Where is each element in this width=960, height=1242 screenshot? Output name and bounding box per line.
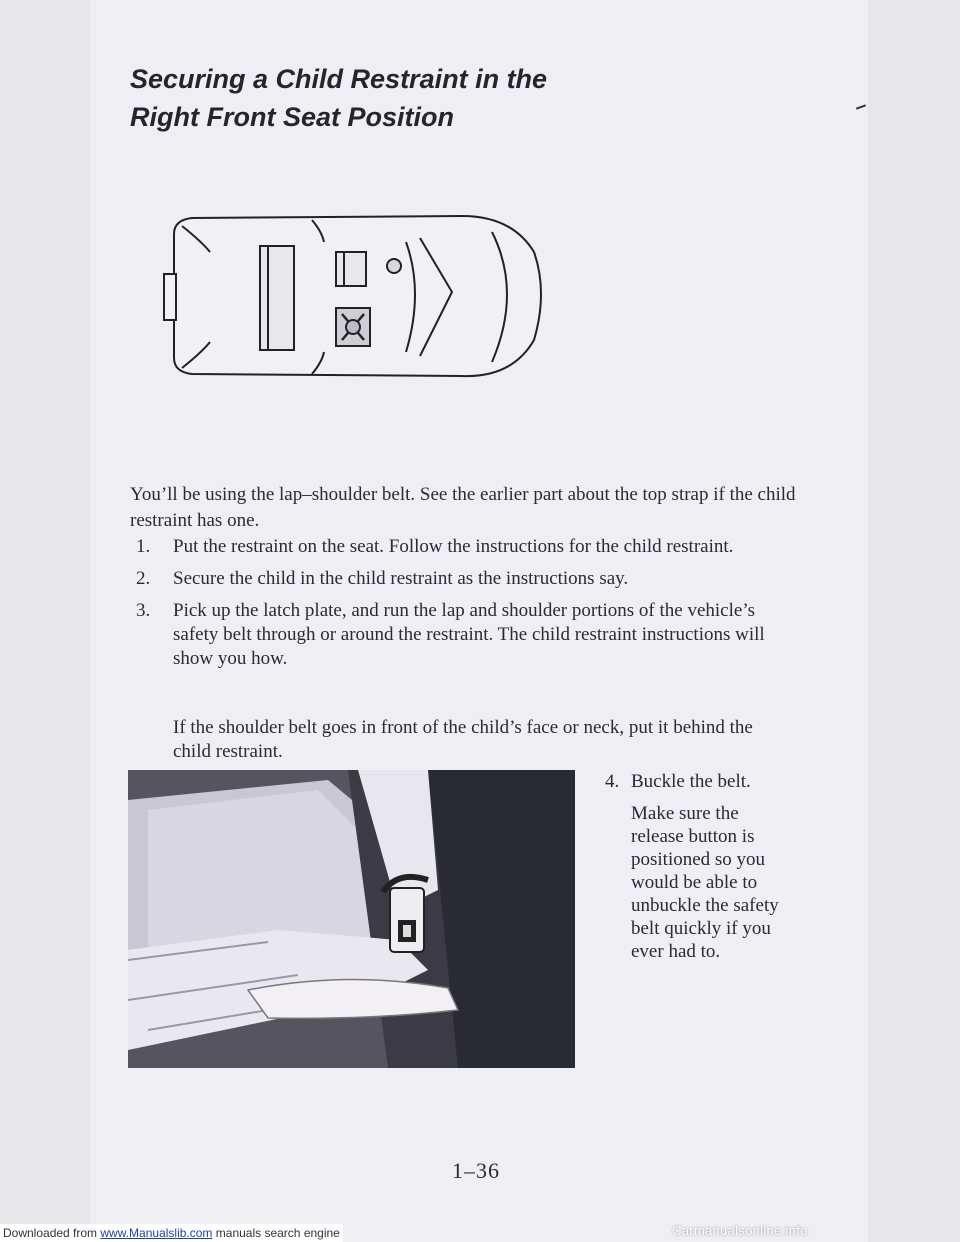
buckle-photo-drawing: [128, 770, 575, 1068]
step-4-detail: Make sure the release button is positioned so you would be able to unbuckle the safety belt quickly if you ever had to.: [631, 803, 779, 962]
footer-suffix: manuals search engine: [212, 1226, 340, 1240]
section-title: [130, 60, 547, 136]
footer-prefix: Downloaded from: [3, 1226, 101, 1240]
intro-paragraph: You’ll be using the lap–shoulder belt. See the earlier part about the top strap if the child restraint has one.: [130, 484, 796, 531]
steps-list: [130, 535, 800, 679]
step-4: [605, 770, 805, 963]
manualslib-link[interactable]: www.Manualslib.com: [100, 1226, 213, 1240]
download-footer: [0, 1224, 343, 1242]
title-line-2: Right Front Seat Position: [130, 102, 454, 132]
step-text: Buckle the belt.: [631, 771, 751, 792]
step-text: Pick up the latch plate, and run the lap and shoulder portions of the vehicle’s safety belt through or around the restraint. The child restraint instructions will show you how.: [173, 600, 765, 669]
watermark-text: Carmanualsonline.info: [672, 1223, 808, 1238]
step-text: Secure the child in the child restraint as the instructions say.: [173, 568, 629, 589]
step-number: 3.: [136, 600, 151, 621]
list-item: [130, 535, 800, 559]
list-item: [130, 599, 800, 671]
list-item: [130, 567, 800, 591]
buckle-photo: [128, 770, 575, 1068]
page-number: 1–36: [452, 1158, 500, 1183]
step-number: 2.: [136, 568, 151, 589]
title-line-1: Securing a Child Restraint in the: [130, 64, 548, 94]
shoulder-belt-note: If the shoulder belt goes in front of the child’s face or neck, put it behind the child restraint.: [173, 717, 753, 762]
step-number: 1.: [136, 536, 151, 557]
step-text: Put the restraint on the seat. Follow the instructions for the child restraint.: [173, 536, 734, 557]
vehicle-top-view-illustration: [162, 212, 552, 382]
step-number: 4.: [605, 771, 620, 792]
